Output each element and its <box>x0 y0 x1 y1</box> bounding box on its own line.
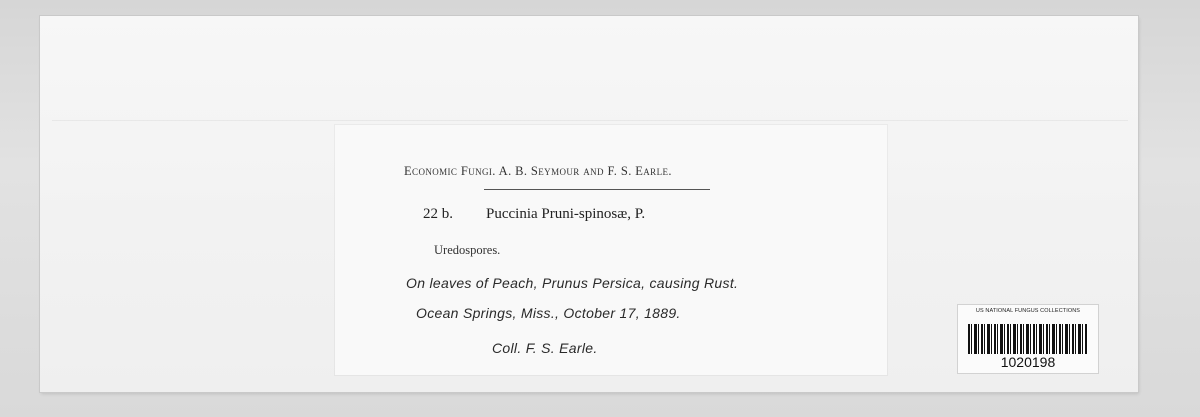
spore-stage: Uredospores. <box>434 243 501 257</box>
barcode-title: US NATIONAL FUNGUS COLLECTIONS <box>975 308 1081 314</box>
collector: Coll. F. S. Earle. <box>492 340 598 356</box>
species-name: Puccinia Pruni-spinosæ, P. <box>486 206 646 222</box>
locality-date: Ocean Springs, Miss., October 17, 1889. <box>416 305 681 321</box>
label-header: Economic Fungi. A. B. Seymour and F. S. Earle. <box>404 164 672 178</box>
barcode-icon <box>968 324 1088 354</box>
host-description: On leaves of Peach, Prunus Persica, causing Rust. <box>406 275 739 291</box>
barcode-number: 1020198 <box>1000 354 1056 370</box>
specimen-label <box>335 125 887 375</box>
barcode-label <box>958 305 1098 373</box>
header-rule <box>484 189 710 190</box>
packet-fold-line <box>52 120 1128 121</box>
specimen-number: 22 b. <box>423 206 453 222</box>
